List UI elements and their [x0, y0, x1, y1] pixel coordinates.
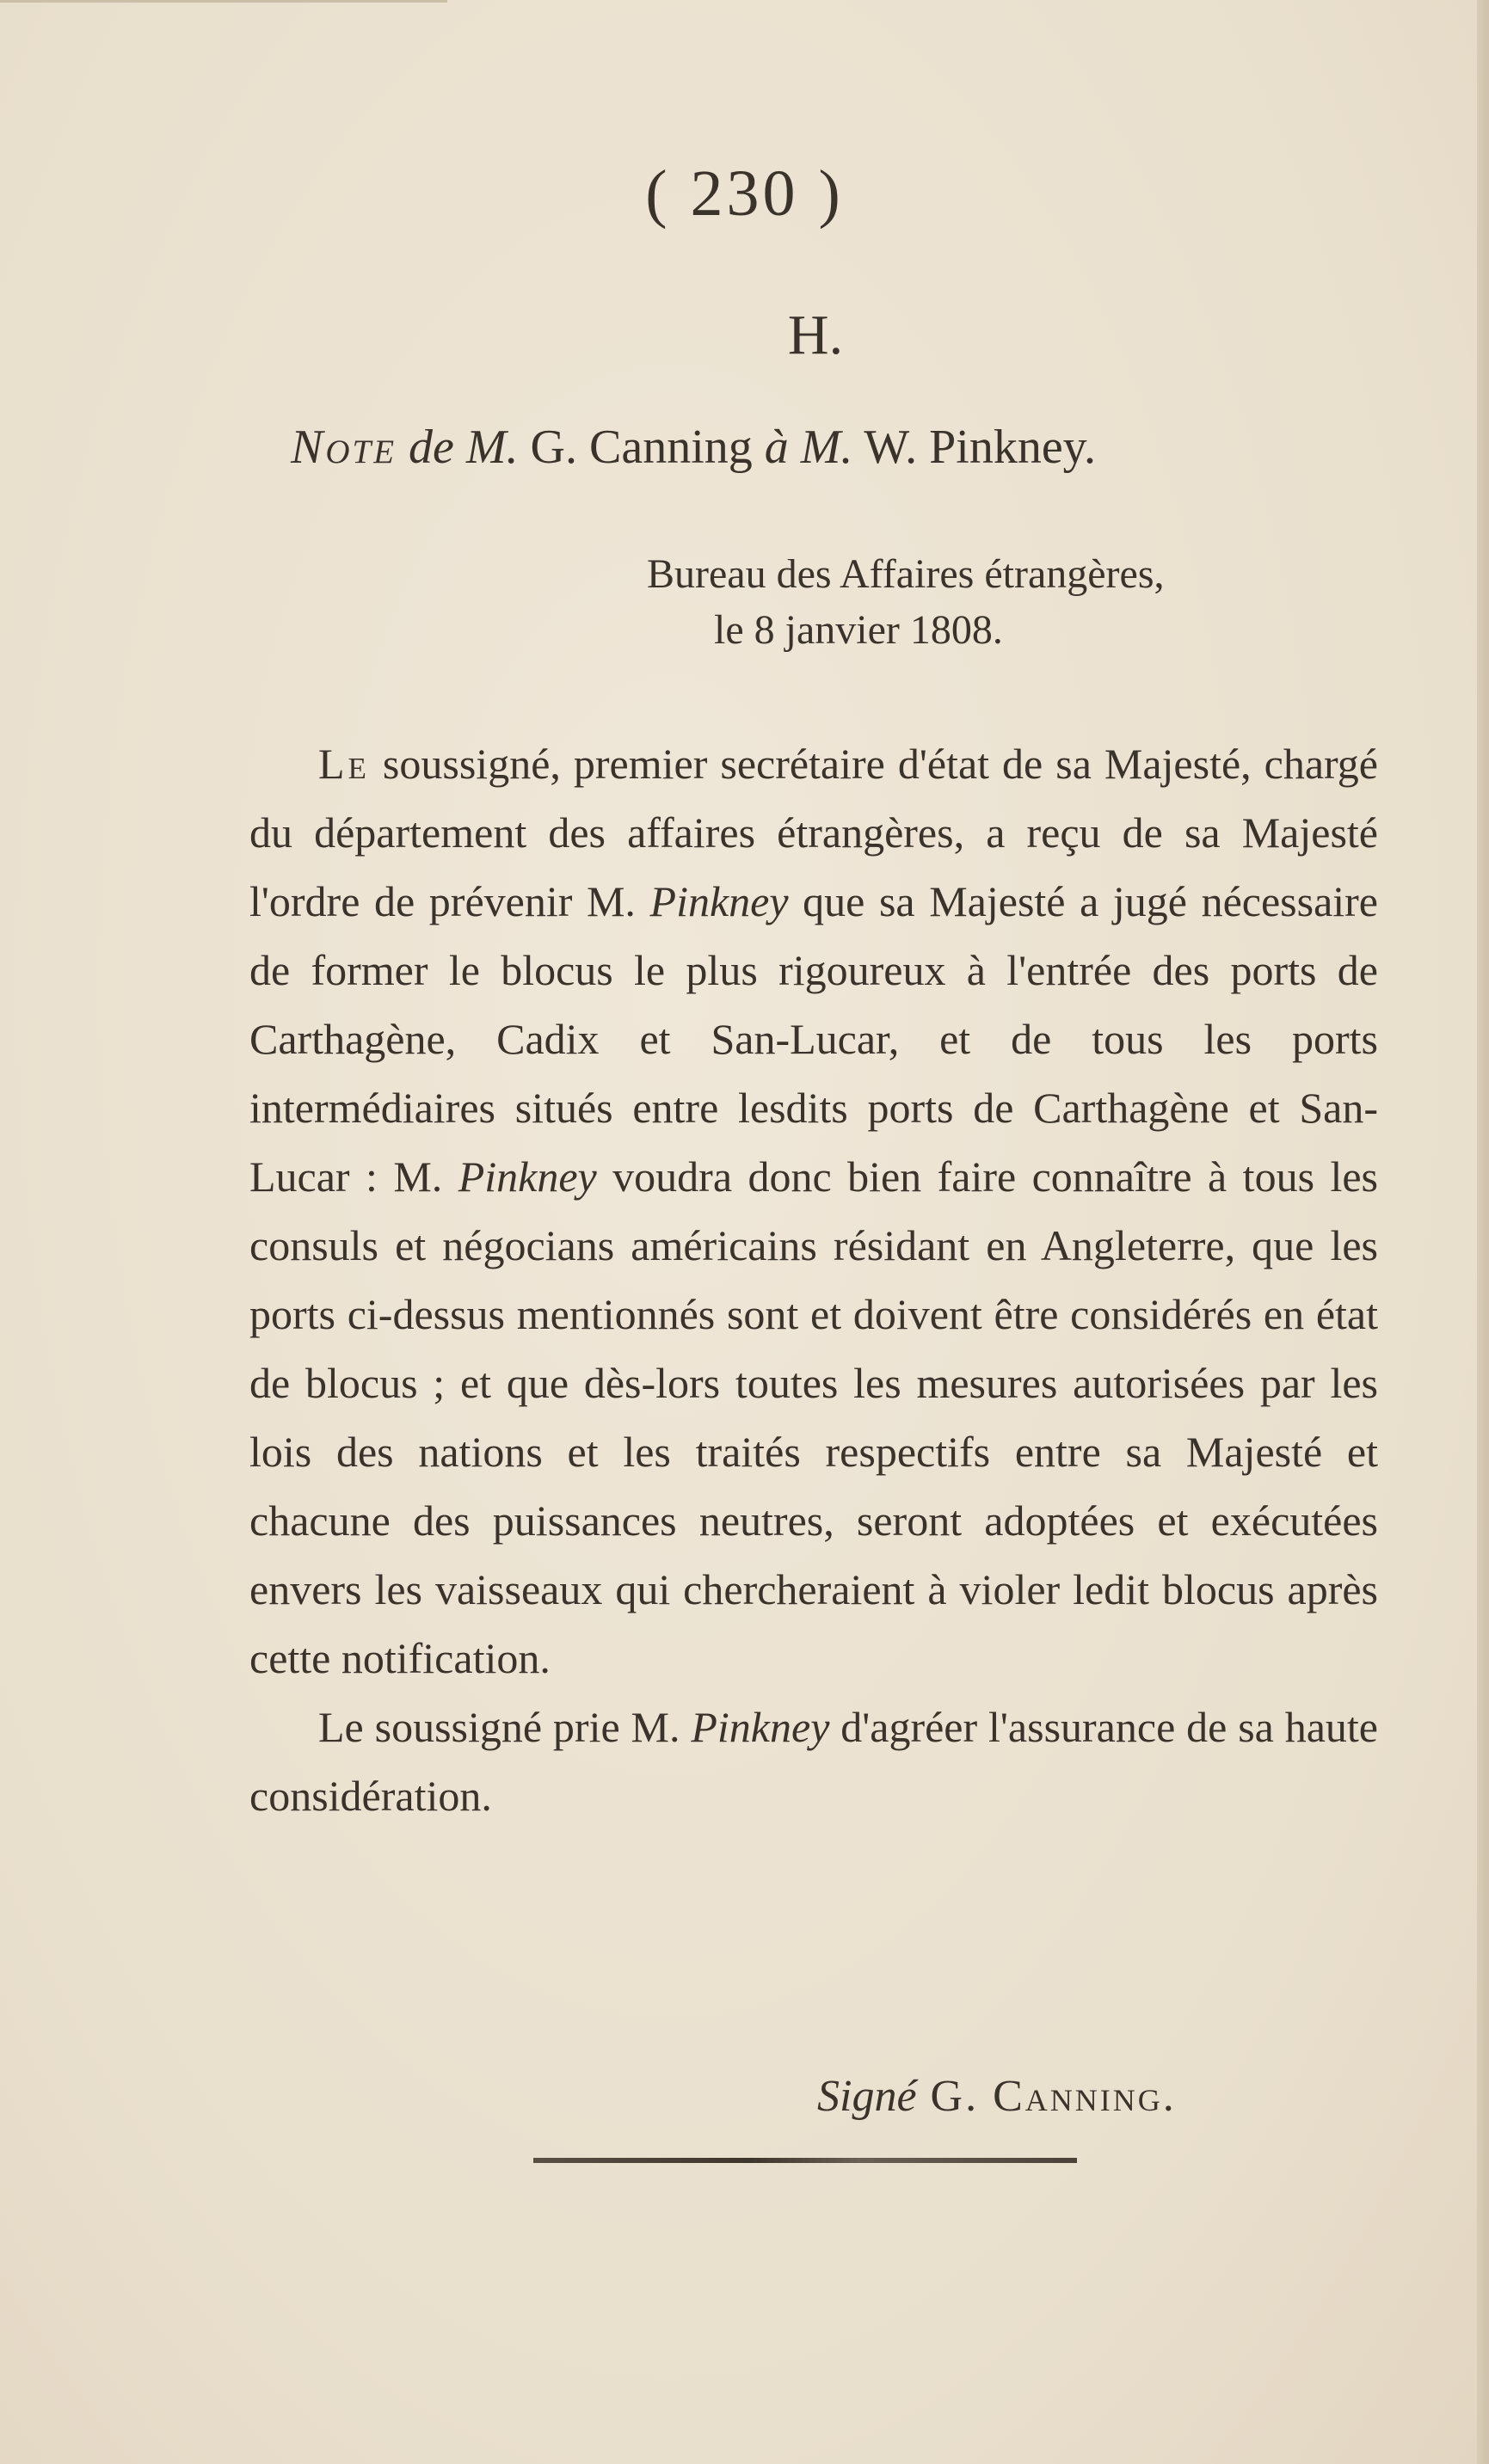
- signature-signe: Signé: [817, 2072, 917, 2121]
- paragraph-1-text-a: soussigné, premier secrétaire d'état de sa Majesté, chargé du département des affaires étrangères, a reçu de sa Majesté l'ordre de prévenir M.: [249, 740, 1378, 925]
- heading-m2: M.: [800, 421, 853, 474]
- note-body: [249, 729, 1378, 1830]
- paragraph-1-initial: Le: [318, 740, 370, 788]
- paragraph-2: [249, 1693, 1378, 1830]
- heading-note: Note: [291, 421, 397, 474]
- signature-name: G. Canning.: [916, 2072, 1177, 2121]
- heading-de: de: [397, 421, 466, 474]
- top-edge-rule: [0, 0, 447, 3]
- heading-a: à: [764, 421, 801, 474]
- signature: [817, 2071, 1177, 2122]
- paragraph-1-text-c: voudra donc bien faire connaître à tous les consuls et négocians américains résidant en Angleterre, que les ports ci-dessus mentionnés sont et doivent être considérés en état de blocus ; et que dès-lors toutes les mesures autorisées par les lois des nations et les traités respectifs entre sa Majesté et chacune des puissances neutres, seront adoptées et exécutées envers les vaisseaux qui chercheraient à violer ledit blocus après cette notification.: [249, 1152, 1378, 1682]
- name-pinkney: Pinkney: [458, 1152, 597, 1201]
- paragraph-1-text-b: que sa Majesté a jugé nécessaire de former le blocus le plus rigoureux à l'entrée des ports de Carthagène, Cadix et San-Lucar, et de tous les ports intermédiaires situés entre lesdits ports de Carthagène et San-Lucar : M.: [249, 877, 1378, 1201]
- name-pinkney: Pinkney: [649, 877, 789, 925]
- paragraph-2-text-a: Le soussigné prie M.: [318, 1703, 692, 1751]
- heading-from: G. Canning: [518, 421, 765, 474]
- paragraph-2-text-b: d'agréer l'assurance de sa haute considération.: [249, 1703, 1378, 1820]
- end-rule: [533, 2158, 1077, 2163]
- section-letter: H.: [787, 304, 844, 366]
- name-pinkney: Pinkney: [691, 1703, 830, 1751]
- page-edge-shadow: [1477, 0, 1489, 2464]
- paragraph-1: [249, 729, 1378, 1693]
- page-number: ( 230 ): [645, 157, 844, 230]
- note-heading: [291, 420, 1349, 475]
- heading-m1: M.: [465, 421, 519, 474]
- dateline-date: le 8 janvier 1808.: [714, 607, 1003, 653]
- dateline-office: Bureau des Affaires étrangères,: [647, 551, 1165, 597]
- heading-to: W. Pinkney.: [852, 421, 1097, 474]
